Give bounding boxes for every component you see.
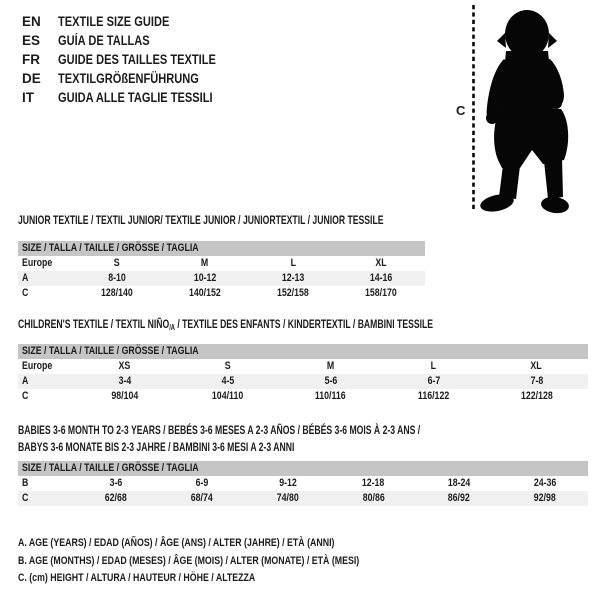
children-row-age	[18, 374, 588, 389]
table-cell: 104/110	[211, 390, 244, 402]
language-row-de	[22, 69, 251, 88]
table-cell: 158/170	[365, 287, 397, 299]
footnote-b: B. AGE (MONTHS) / EDAD (MESES) / ÂGE (MOIS) / ALTER (MONATE) / ETÀ (MESI)	[18, 554, 360, 567]
toddler-shape	[479, 10, 570, 215]
babies-row-height	[18, 491, 588, 506]
table-cell: XL	[530, 360, 543, 372]
babies-size-table	[18, 461, 588, 506]
table-cell: 140/152	[189, 287, 221, 299]
language-title-en: TEXTILE SIZE GUIDE	[58, 14, 170, 29]
footnote-c: C. (cm) HEIGHT / ALTURA / HAUTEUR / HÖHE / ALTEZZA	[18, 572, 256, 584]
language-code-es: ES	[22, 33, 41, 48]
table-cell: 92/98	[534, 492, 557, 504]
junior-row-europe	[18, 256, 425, 271]
size-header-label: SIZE / TALLA / TAILLE / GRÖSSE / TAGLIA	[22, 345, 199, 357]
table-cell: 18-24	[447, 477, 471, 489]
table-cell: 152/158	[277, 287, 309, 299]
table-cell: XS	[118, 360, 131, 372]
junior-row-age	[18, 271, 425, 286]
table-cell: L	[430, 360, 437, 372]
row-label: Europe	[22, 257, 53, 269]
language-title-de: TEXTILGRÖßENFÜHRUNG	[58, 71, 199, 86]
table-cell: 6-7	[427, 375, 440, 387]
table-cell: 68/74	[190, 492, 213, 504]
row-label: C	[22, 492, 29, 504]
table-cell: M	[326, 360, 335, 372]
language-code-it: IT	[22, 90, 34, 105]
junior-section-title-text: JUNIOR TEXTILE / TEXTIL JUNIOR/ TEXTILE JUNIOR / JUNIORTEXTIL / JUNIOR TESSILE	[18, 213, 384, 227]
height-marker-label: C	[456, 103, 466, 118]
children-section-title	[18, 318, 594, 332]
table-cell: 98/104	[111, 390, 138, 402]
table-cell: L	[290, 257, 296, 269]
row-label: B	[22, 477, 29, 489]
language-title-block	[22, 12, 251, 107]
table-cell: 5-6	[324, 375, 337, 387]
table-cell: 24-36	[533, 477, 557, 489]
table-cell: 86/92	[448, 492, 471, 504]
junior-section-title	[18, 214, 526, 227]
footnotes-block	[18, 535, 445, 588]
table-cell: 74/80	[276, 492, 299, 504]
children-size-table	[18, 344, 588, 404]
children-size-header-row	[18, 344, 588, 359]
toddler-silhouette	[448, 3, 598, 215]
babies-title-line2: BABYS 3-6 MONATE BIS 2-3 JAHRE / BAMBINI 3-6 MESI A 2-3 ANNI	[18, 439, 295, 454]
row-label: C	[22, 390, 29, 402]
row-label: C	[22, 287, 29, 299]
table-cell: M	[201, 257, 209, 269]
table-cell: 7-8	[530, 375, 543, 387]
table-cell: 14-16	[369, 272, 393, 284]
language-row-en	[22, 12, 251, 31]
table-cell: 122/128	[520, 390, 553, 402]
row-label: A	[22, 375, 29, 387]
junior-size-table	[18, 241, 425, 301]
table-cell: 80/86	[362, 492, 385, 504]
language-row-fr	[22, 50, 251, 69]
size-header-label: SIZE / TALLA / TAILLE / GRÖSSE / TAGLIA	[22, 242, 199, 254]
footnote-a: A. AGE (YEARS) / EDAD (AÑOS) / ÂGE (ANS) / ALTER (JAHRE) / ETÀ (ANNI)	[18, 537, 335, 549]
table-cell: 9-12	[278, 477, 297, 489]
table-cell: 62/68	[104, 492, 127, 504]
table-cell: XL	[375, 257, 387, 269]
children-row-height	[18, 389, 588, 404]
table-cell: 3-6	[109, 477, 123, 489]
children-row-europe	[18, 359, 588, 374]
size-header-label: SIZE / TALLA / TAILLE / GRÖSSE / TAGLIA	[22, 462, 199, 474]
table-cell: 3-4	[118, 375, 131, 387]
table-cell: 4-5	[221, 375, 234, 387]
table-cell: 128/140	[101, 287, 133, 299]
title-subscript: /A	[169, 323, 175, 332]
table-cell: 10-12	[193, 272, 217, 284]
table-cell: 12-18	[362, 477, 385, 489]
table-cell: S	[114, 257, 120, 269]
babies-size-header-row	[18, 461, 588, 476]
junior-size-header-row	[18, 241, 425, 256]
table-cell: 8-10	[108, 272, 126, 284]
language-code-en: EN	[22, 14, 41, 29]
table-cell: S	[224, 360, 231, 372]
babies-title-line1: BABIES 3-6 MONTH TO 2-3 YEARS / BEBÉS 3-6 MESES A 2-3 AÑOS / BÉBÉS 3-6 MOIS À 2-3 ANS /	[18, 423, 421, 437]
language-title-it: GUIDA ALLE TAGLIE TESSILI	[58, 90, 213, 105]
row-label: Europe	[22, 360, 53, 372]
language-title-es: GUÍA DE TALLAS	[58, 33, 150, 48]
language-row-es	[22, 31, 251, 50]
table-cell: 110/116	[315, 390, 346, 402]
language-code-fr: FR	[22, 52, 40, 67]
table-cell: 12-13	[281, 272, 305, 284]
babies-row-months	[18, 476, 588, 491]
junior-row-height	[18, 286, 425, 301]
table-cell: 6-9	[195, 477, 209, 489]
row-label: A	[22, 272, 29, 284]
language-title-fr: GUIDE DES TAILLES TEXTILE	[58, 52, 216, 67]
babies-section-title	[18, 422, 577, 455]
language-code-de: DE	[22, 71, 41, 86]
language-row-it	[22, 88, 251, 107]
table-cell: 116/122	[417, 390, 450, 402]
children-section-title-text: CHILDREN'S TEXTILE / TEXTIL $NIÑO_{/A}$ / TEXTILE DES ENFANTS / KINDERTEXTIL / BAMBINI TESSILE	[18, 317, 434, 332]
